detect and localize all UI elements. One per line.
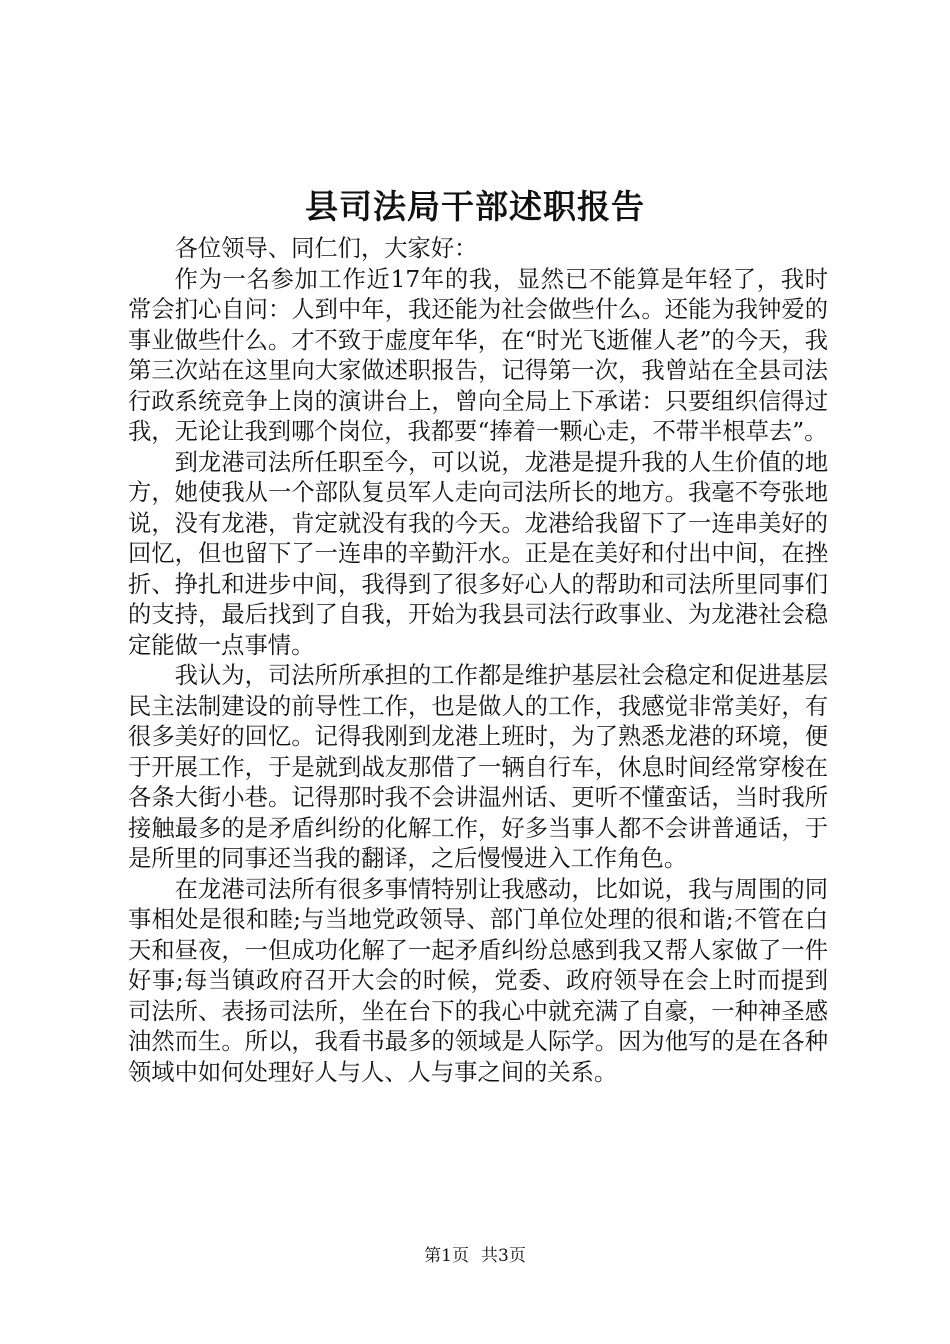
page-footer bbox=[0, 1245, 950, 1267]
paragraph-greeting: 各位领导、同仁们，大家好： bbox=[174, 235, 478, 262]
paragraph-1: 作为一名参加工作近17年的我，显然已不能算是年轻了，我时常会扪心自问：人到中年，我还能为社会做些什么。还能为我钟爱的事业做些什么。才不致于虚度年华，在“时光飞逝催人老”的今天，我第三次站在这里向大家做述职报告，记得第一次，我曾站在全县司法行政系统竞争上岗的演讲台上，曾向全局上下承诺：只要组织信得过我，无论让我到哪个岗位，我都要“捧着一颗心走，不带半根草去”。 bbox=[128, 265, 828, 445]
paragraph-3: 我认为，司法所所承担的工作都是维护基层社会稳定和促进基层民主法制建设的前导性工作，也是做人的工作，我感觉非常美好，有很多美好的回忆。记得我刚到龙港上班时，为了熟悉龙港的环境，便于开展工作，于是就到战友那借了一辆自行车，休息时间经常穿梭在各条大街小巷。记得那时我不会讲温州话、更听不懂蛮话，当时我所接触最多的是矛盾纠纷的化解工作，好多当事人都不会讲普通话，于是所里的同事还当我的翻译，之后慢慢进入工作角色。 bbox=[128, 662, 828, 872]
paragraph-4: 在龙港司法所有很多事情特别让我感动，比如说，我与周围的同事相处是很和睦;与当地党政领导、部门单位处理的很和谐;不管在白天和昼夜，一但成功化解了一起矛盾纠纷总感到我又帮人家做了一件好事;每当镇政府召开大会的时候，党委、政府领导在会上时而提到司法所、表扬司法所，坐在台下的我心中就充满了自豪，一种神圣感油然而生。所以，我看书最多的领域是人际学。因为他写的是在各种领域中如何处理好人与人、人与事之间的关系。 bbox=[128, 875, 828, 1086]
page-total: 共3页 bbox=[481, 1246, 526, 1266]
document-body bbox=[128, 234, 828, 1088]
document-title: 县司法局干部述职报告 bbox=[305, 187, 645, 226]
page-number: 第1页 bbox=[424, 1246, 469, 1266]
paragraph-2: 到龙港司法所任职至今，可以说，龙港是提升我的人生价值的地方，她使我从一个部队复员军人走向司法所长的地方。我毫不夸张地说，没有龙港，肯定就没有我的今天。龙港给我留下了一连串美好的回忆，但也留下了一连串的辛勤汗水。正是在美好和付出中间，在挫折、挣扎和进步中间，我得到了很多好心人的帮助和司法所里同事们的支持，最后找到了自我，开始为我县司法行政事业、为龙港社会稳定能做一点事情。 bbox=[128, 448, 828, 659]
